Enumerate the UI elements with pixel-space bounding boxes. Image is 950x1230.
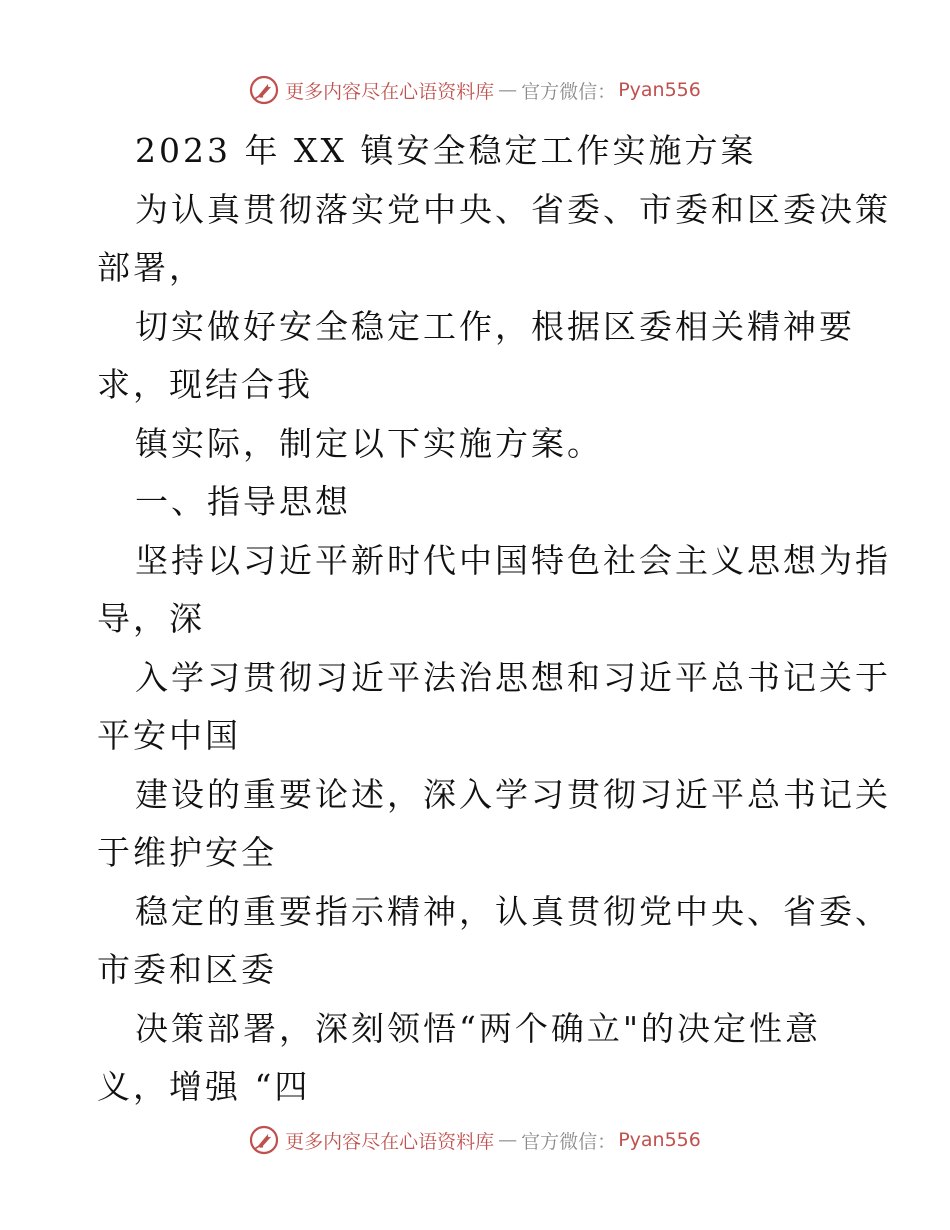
watermark-footer	[0, 1120, 950, 1160]
watermark-text: 更多内容尽在心语资料库	[285, 80, 495, 103]
watermark-id: Pyan556	[618, 79, 701, 101]
doc-line: 稳定的重要指示精神，认真贯彻党中央、省委、	[135, 891, 891, 931]
watermark-dash: —	[498, 79, 518, 101]
doc-line: 决策部署，深刻领悟“两个确立"的决定性意	[135, 1008, 822, 1048]
doc-line: 坚持以习近平新时代中国特色社会主义思想为指	[135, 540, 891, 580]
doc-line: 入学习贯彻习近平法治思想和习近平总书记关于	[135, 657, 891, 697]
doc-line: 建设的重要论述，深入学习贯彻习近平总书记关	[135, 774, 891, 814]
doc-line: 切实做好安全稳定工作，根据区委相关精神要	[135, 306, 855, 346]
watermark-dash: —	[498, 1129, 518, 1151]
doc-line: 平安中国	[97, 716, 241, 755]
doc-line: 求，现结合我	[97, 365, 313, 404]
pen-nib-logo-icon	[249, 75, 279, 105]
watermark-official: 官方微信：	[521, 80, 617, 103]
doc-line: 为认真贯彻落实党中央、省委、市委和区委决策	[135, 189, 891, 229]
watermark-id: Pyan556	[618, 1129, 701, 1151]
doc-line: 部署，	[97, 248, 205, 287]
document-body	[97, 122, 891, 1117]
doc-line: 市委和区委	[97, 950, 277, 989]
doc-line: 于维护安全	[97, 833, 277, 872]
watermark-text: 更多内容尽在心语资料库	[285, 1130, 495, 1153]
doc-line: 义，增强 “四	[97, 1067, 311, 1106]
watermark-header	[0, 70, 950, 110]
doc-line: 导，深	[97, 599, 205, 638]
watermark-official: 官方微信：	[521, 1130, 617, 1153]
pen-nib-logo-icon	[249, 1125, 279, 1155]
doc-line: 镇实际，制定以下实施方案。	[135, 423, 603, 463]
doc-line: 一、指导思想	[135, 482, 351, 521]
doc-line: 2023 年 XX 镇安全稳定工作实施方案	[135, 131, 757, 170]
